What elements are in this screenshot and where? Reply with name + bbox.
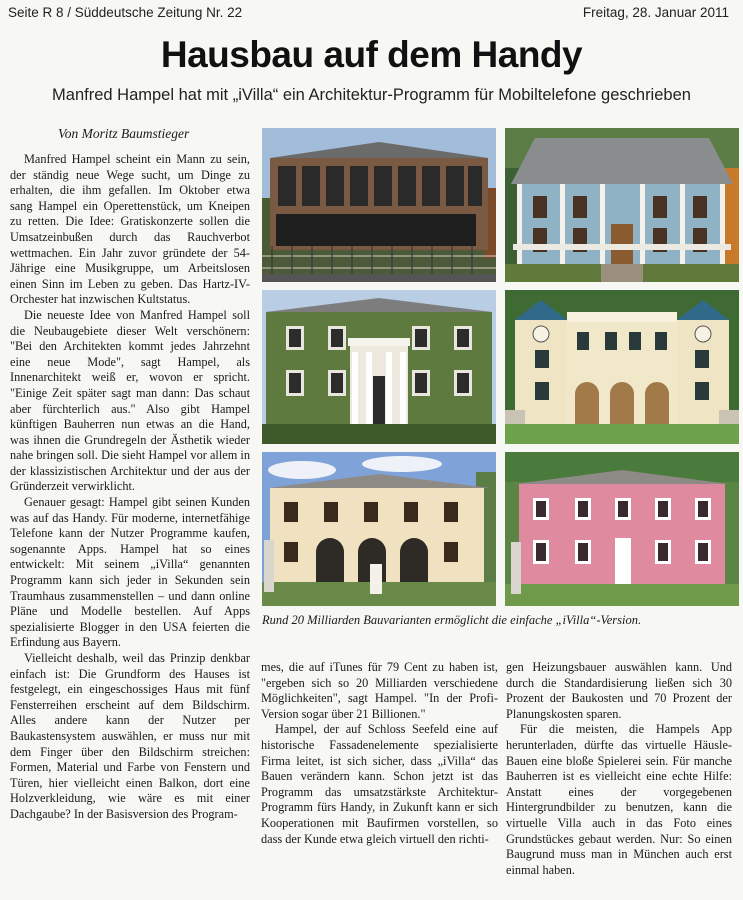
paragraph: Hampel, der auf Schloss Seefeld eine auf historische Fassadenelemente spezialisierte Firma leitet, ist sich sicher, dass „iVilla“ das Bauen verändern kann. Schon jetzt ist das Programm das umsatzstärkste Architektur-Programm fürs Handy, in Zukunft kann er sich Kooperationen mit Baufirmen vorstellen, so dass der Kunde etwa gleich virtuell den richti- — [261, 722, 498, 846]
article-column-3 — [506, 660, 732, 878]
article-byline: Von Moritz Baumstieger — [58, 126, 190, 141]
photo-villa-cream-arches — [262, 452, 496, 606]
issue-date: Freitag, 28. Januar 2011 — [582, 5, 729, 20]
paragraph: Für die meisten, die Hampels App herunterladen, dürfte das virtuelle Häusle-Bauen eine bloße Spielerei sein. Für manche Bauherren ist es vielleicht eine echte Hilfe: Anstatt eines der vorgegebenen Hintergrundbilder zu benutzen, kann die virtuelle Villa auch in das Foto eines Grundstückes gebaut werden. Nur: So einen Baugrund muss man in München auch erst einmal haben. — [506, 722, 732, 877]
article-headline: Hausbau auf dem Handy — [160, 34, 583, 75]
article-column-2 — [261, 660, 498, 847]
paragraph: Manfred Hampel scheint ein Mann zu sein, der ständig neue Wege sucht, um Dinge zu erhalten, die ihm gefallen. Im Oktober etwa sang Hampel ein Operettenstück, um Kneipen zu retten. Die Idee: Gratiskonzerte sollen die Umsatzeinbußen durch das Rauchverbot wettmachen. Ein Jahr zuvor gründete der 54-Jährige eine Musikgruppe, um Arbeitslosen einen Sinn im Leben zu geben. Das Hartz-IV-Orchester hat inzwischen Kultstatus. — [10, 152, 250, 307]
photo-villa-ivy-portico — [262, 290, 496, 444]
photo-villa-glass-modern — [262, 128, 496, 282]
article-column-1 — [10, 152, 250, 823]
photo-villa-pink-classic — [505, 452, 739, 606]
page-section-label: Seite R 8 / Süddeutsche Zeitung Nr. 22 — [8, 5, 243, 20]
photo-villa-cream-clocks — [505, 290, 739, 444]
article-subheadline: Manfred Hampel hat mit „iVilla“ ein Architektur-Programm für Mobiltelefone geschrieben — [52, 86, 691, 104]
photo-villa-blue-veranda — [505, 128, 739, 282]
photo-caption: Rund 20 Milliarden Bauvarianten ermöglicht die einfache „iVilla“-Version. — [262, 613, 642, 627]
paragraph: Die neueste Idee von Manfred Hampel soll die Neubaugebiete dieser Welt verschönern: "Bei den Architekten kommt jedes Jahrzehnt eine neue Mode", sagt Hampel, als Innenarchitekt weiß er, wovon er spricht. "Einige Zeit später sagt man dann: Das schaut aber fürchterlich aus." Also gibt Hampel künftigen Bauherren nun etwas an die Hand, was ihnen die Grundregeln der Ästhetik wieder nahe bringen soll. Die sieht Hampel vor allem in der klassizistischen Architektur und der aus der Gründerzeit verwirklicht. — [10, 307, 250, 494]
paragraph: mes, die auf iTunes für 79 Cent zu haben ist, "ergeben sich so 20 Milliarden verschiedene Möglichkeiten", sagt Hampel. "In der Profi-Version sogar über 21 Billionen." — [261, 660, 498, 721]
paragraph: Vielleicht deshalb, weil das Prinzip denkbar einfach ist: Die Grundform des Hauses ist festgelegt, ein eingeschossiges Haus mit fünf Fensterreihen erscheint auf dem Bildschirm. Alles andere kann der Nutzer per Baukastensystem auswählen, er muss nur mit dem Finger über den Bildschirm streichen: Formen, Material und Farbe von Fenstern und Türen, hier vielleicht einen Balkon, dort eine Holzverkleidung, wie wäre es mit einer Dachgaube? In der Basisversion des Program- — [10, 651, 250, 821]
photo-grid — [262, 128, 737, 606]
paragraph: Genauer gesagt: Hampel gibt seinen Kunden was auf das Handy. Für moderne, internetfähige Telefone kann der Nutzer Programme kaufen, sogenannte Apps. Hampel hat so eines entwickelt: Mit seinem „iVilla“ genannten Programm kann sich jeder in Sekunden sein Traumhaus zusammenstellen – und dann online Pläne und Modelle bestellen. Auf Apps spezialisierte Blogger in den USA feierten die Erfindung aus Bayern. — [10, 495, 250, 650]
paragraph: gen Heizungsbauer auswählen kann. Und durch die Standardisierung ließen sich 30 Prozent der Baukosten und 70 Prozent der Planungskosten sparen. — [506, 660, 732, 721]
